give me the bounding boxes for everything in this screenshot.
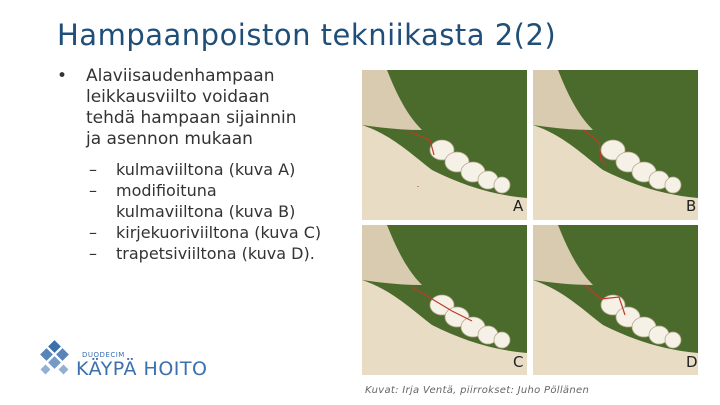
kaypa-hoito-logo: [36, 340, 76, 384]
jaw-photo-b: [533, 70, 698, 220]
main-bullet-line: ja asennon mukaan: [86, 129, 253, 149]
jaw-illustration-d: [533, 225, 698, 375]
image-label-a: A: [513, 197, 524, 215]
svg-text:⎯: ⎯: [417, 184, 419, 189]
image-label-b: B: [686, 197, 697, 215]
bullet-list: [57, 66, 357, 264]
logo-kaypa-hoito-text: KÄYPÄ HOITO: [76, 358, 208, 380]
sub-bullet-list: [57, 159, 357, 264]
sub-bullet-d: [89, 243, 357, 264]
dash-marker: –: [89, 181, 97, 200]
jaw-illustration-a: [362, 70, 527, 220]
bullet-marker: •: [57, 66, 68, 86]
logo-duodecim-text: DUODECIM: [82, 351, 125, 359]
image-label-c: C: [513, 353, 524, 371]
sub-bullet-line: kulmaviiltona (kuva A): [116, 160, 296, 179]
image-credit: Kuvat: Irja Ventä, piirrokset: Juho Pöllänen: [365, 385, 590, 396]
main-bullet-line: Alaviisaudenhampaan: [86, 66, 275, 86]
sub-bullet-a: [89, 159, 357, 180]
jaw-photo-a: [362, 70, 527, 220]
main-bullet-line: tehdä hampaan sijainnin: [86, 108, 297, 128]
sub-bullet-line: modifioituna: [116, 181, 217, 200]
sub-bullet-line: trapetsiviiltona (kuva D).: [116, 244, 315, 263]
jaw-illustration-c: [362, 225, 527, 375]
dash-marker: –: [89, 160, 97, 179]
slide-title: Hampaanpoiston tekniikasta 2(2): [57, 18, 557, 52]
main-bullet-line: leikkausviilto voidaan: [86, 87, 270, 107]
sub-bullet-line: kulmaviiltona (kuva B): [116, 202, 296, 221]
sub-bullet-c: [89, 222, 357, 243]
jaw-photo-d: [533, 225, 698, 375]
jaw-illustration-b: [533, 70, 698, 220]
image-label-d: D: [686, 353, 698, 371]
dash-marker: –: [89, 244, 97, 263]
dash-marker: –: [89, 223, 97, 242]
jaw-photo-c: [362, 225, 527, 375]
sub-bullet-line: kirjekuoriviiltona (kuva C): [116, 223, 322, 242]
sub-bullet-b: [89, 180, 357, 222]
main-bullet: [57, 66, 357, 150]
logo-diamond-icon: [36, 340, 76, 380]
